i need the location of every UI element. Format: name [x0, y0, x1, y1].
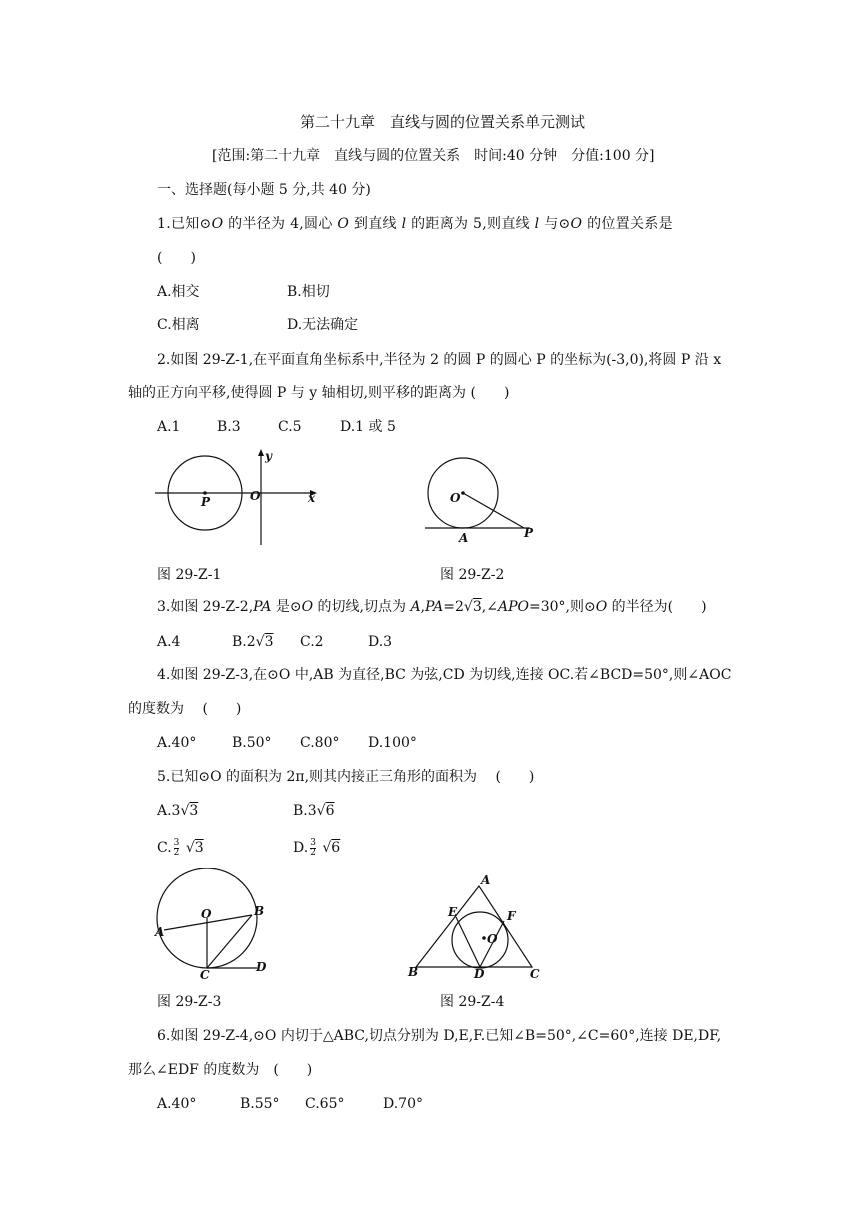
q2-option-b[interactable]: B.3 [217, 419, 241, 435]
q2-option-c[interactable]: C.5 [278, 419, 302, 435]
label-x: x [308, 491, 316, 505]
fraction: $\frac{3}{2}$ [310, 837, 316, 858]
figure-1-caption: 图 29-Z-1 [157, 567, 222, 583]
label-d: D [474, 967, 485, 980]
q6-option-c[interactable]: C.65° [305, 1096, 345, 1112]
figure-29-z-1 [150, 448, 330, 548]
label-c: C [200, 968, 210, 980]
figure-29-z-2 [420, 455, 540, 545]
label-a: A [459, 531, 469, 545]
q5-option-b[interactable]: B.3√6 [293, 803, 335, 819]
q1-option-a[interactable]: A.相交 [157, 284, 200, 300]
label-a: A [481, 873, 491, 887]
q1-option-b[interactable]: B.相切 [287, 284, 330, 300]
q3-option-c[interactable]: C.2 [300, 634, 324, 650]
q5-option-c[interactable]: C. $\frac{3}{2}$ √3 [157, 837, 204, 858]
test-scope: [范围:第二十九章 直线与圆的位置关系 时间:40 分钟 分值:100 分] [212, 148, 655, 164]
page-title: 第二十九章 直线与圆的位置关系单元测试 [300, 113, 586, 131]
q5-option-d[interactable]: D. $\frac{3}{2}$ √6 [293, 837, 341, 858]
q4-option-c[interactable]: C.80° [300, 735, 340, 751]
label-d: D [256, 960, 267, 974]
q2-option-d[interactable]: D.1 或 5 [340, 419, 396, 435]
section-heading: 一、选择题(每小题 5 分,共 40 分) [157, 182, 371, 198]
label-a: A [155, 925, 165, 939]
label-p: P [524, 526, 534, 540]
incircle-o [452, 912, 508, 968]
q2-option-a[interactable]: A.1 [157, 419, 181, 435]
q4-option-d[interactable]: D.100° [368, 735, 417, 751]
question-3: 3.如图 29-Z-2,PA 是⊙O 的切线,切点为 A,PA=2√3,∠APO=30°,则⊙O 的半径为( ) [157, 599, 707, 615]
figure-4-caption: 图 29-Z-4 [440, 994, 505, 1010]
label-b: B [408, 965, 419, 979]
figure-29-z-4 [404, 872, 550, 980]
figure-29-z-3 [150, 868, 280, 980]
center-o-dot [461, 491, 465, 495]
q3-option-d[interactable]: D.3 [368, 634, 393, 650]
label-o: O [487, 932, 498, 946]
q6-option-b[interactable]: B.55° [240, 1096, 280, 1112]
q5-option-a[interactable]: A.3√3 [157, 803, 199, 819]
question-5: 5.已知⊙O 的面积为 2π,则其内接正三角形的面积为 ( ) [157, 769, 535, 785]
label-c: C [530, 967, 540, 980]
label-y: y [265, 449, 272, 463]
chord-bc [207, 915, 252, 968]
q1-option-c[interactable]: C.相离 [157, 317, 200, 333]
question-1-answer-paren: ( ) [157, 250, 196, 266]
question-6-line-2: 那么∠EDF 的度数为 ( ) [128, 1062, 313, 1078]
question-6-line-1: 6.如图 29-Z-4,⊙O 内切于△ABC,切点分别为 D,E,F.已知∠B=50°,∠C=60°,连接 DE,DF, [157, 1028, 722, 1044]
question-1: 1.已知⊙O 的半径为 4,圆心 O 到直线 l 的距离为 5,则直线 l 与⊙O 的位置关系是 [157, 216, 673, 232]
q6-option-d[interactable]: D.70° [383, 1096, 423, 1112]
q1-option-d[interactable]: D.无法确定 [287, 317, 359, 333]
q3-option-b[interactable]: B.2√3 [232, 634, 274, 650]
label-o: O [450, 491, 461, 505]
q4-option-a[interactable]: A.40° [157, 735, 197, 751]
fraction: $\frac{3}{2}$ [173, 837, 180, 858]
label-f: F [507, 909, 516, 923]
q3-option-a[interactable]: A.4 [157, 634, 181, 650]
question-2-line-1: 2.如图 29-Z-1,在平面直角坐标系中,半径为 2 的圆 P 的圆心 P 的坐标为(-3,0),将圆 P 沿 x [157, 352, 722, 368]
figure-3-caption: 图 29-Z-3 [157, 994, 222, 1010]
segment-op [463, 493, 524, 528]
label-p: P [201, 495, 211, 509]
question-4-line-1: 4.如图 29-Z-3,在⊙O 中,AB 为直径,BC 为弦,CD 为切线,连接 OC.若∠BCD=50°,则∠AOC [157, 667, 732, 683]
label-o: O [250, 489, 261, 503]
label-o: O [201, 907, 212, 921]
q6-option-a[interactable]: A.40° [157, 1096, 197, 1112]
question-2-line-2: 轴的正方向平移,使得圆 P 与 y 轴相切,则平移的距离为 ( ) [128, 385, 510, 401]
label-e: E [448, 905, 458, 919]
y-axis-arrow [258, 449, 264, 456]
center-o-dot [482, 936, 486, 940]
figure-2-caption: 图 29-Z-2 [440, 567, 505, 583]
question-4-line-2: 的度数为 ( ) [128, 701, 242, 717]
label-b: B [254, 904, 265, 918]
q4-option-b[interactable]: B.50° [232, 735, 272, 751]
